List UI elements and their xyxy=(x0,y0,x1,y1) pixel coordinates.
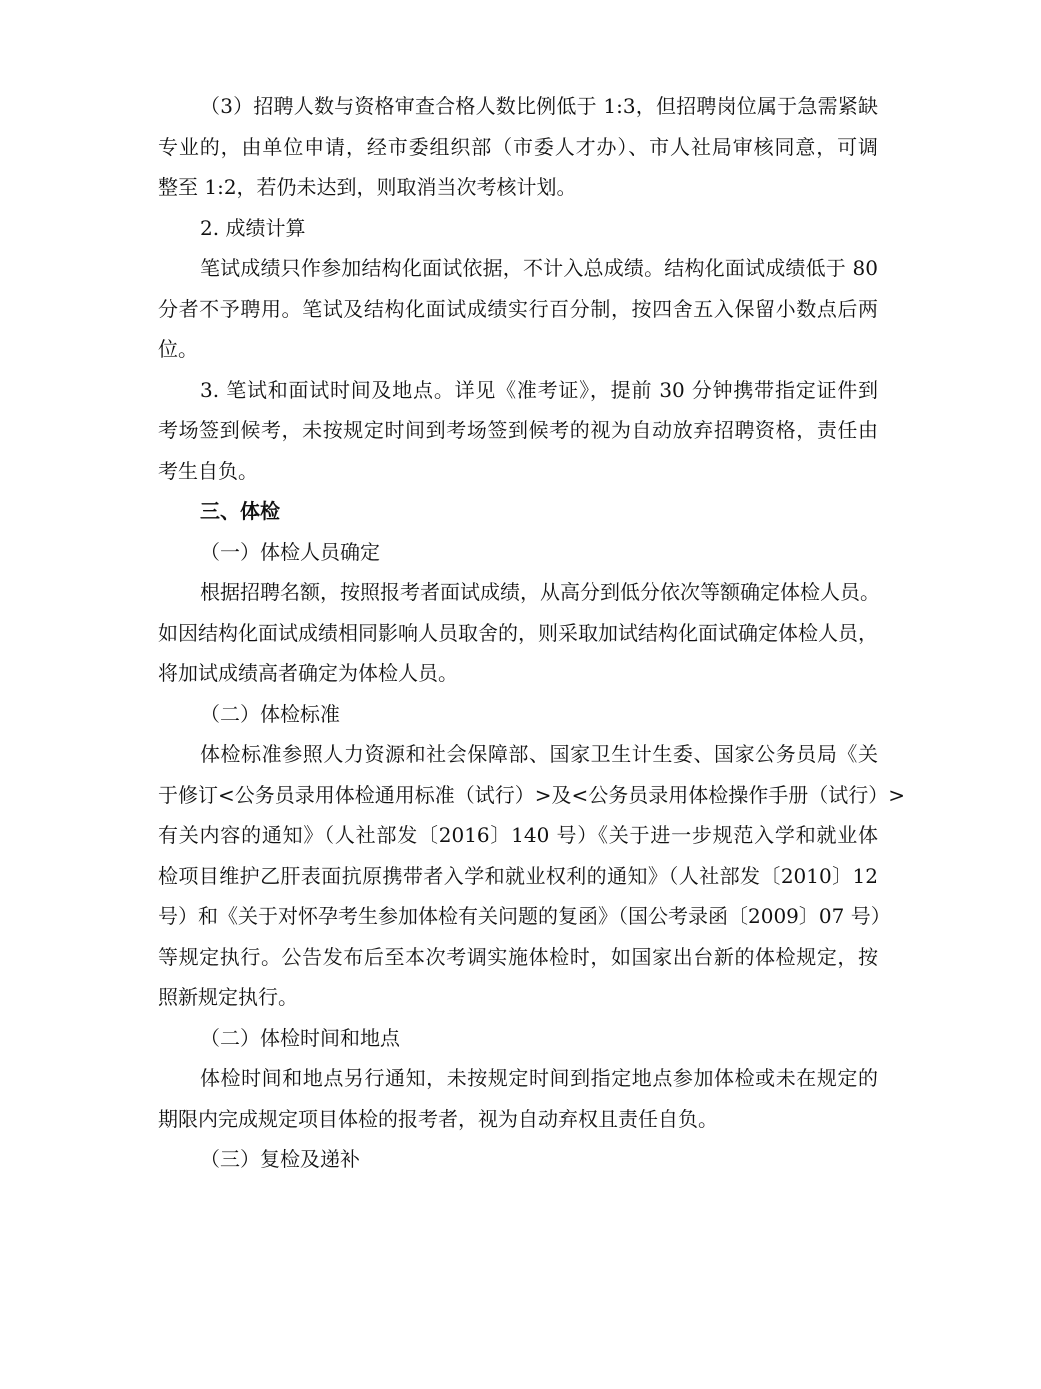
text-line: 整至 1:2，若仍未达到，则取消当次考核计划。 xyxy=(158,175,577,199)
text-line: 考生自负。 xyxy=(158,458,258,483)
paragraph xyxy=(158,1058,878,1139)
paragraph xyxy=(158,86,878,208)
text-line: （二）体检时间和地点 xyxy=(200,1025,400,1050)
paragraph xyxy=(158,1139,878,1180)
text-line: 号）和《关于对怀孕考生参加体检有关问题的复函》（国公考录函〔2009〕07 号） xyxy=(158,904,891,928)
paragraph xyxy=(158,572,878,694)
text-line: 笔试成绩只作参加结构化面试依据，不计入总成绩。结构化面试成绩低于 80 xyxy=(200,256,878,280)
text-line: 体检标准参照人力资源和社会保障部、国家卫生计生委、国家公务员局《关 xyxy=(200,742,878,766)
text-line: （3）招聘人数与资格审查合格人数比例低于 1:3，但招聘岗位属于急需紧缺 xyxy=(200,94,878,118)
text-line: 考场签到候考，未按规定时间到考场签到候考的视为自动放弃招聘资格，责任由 xyxy=(158,418,878,442)
paragraph xyxy=(158,208,878,249)
text-line: 如因结构化面试成绩相同影响人员取舍的，则采取加试结构化面试确定体检人员， xyxy=(158,620,878,645)
text-line: 体检时间和地点另行通知，未按规定时间到指定地点参加体检或未在规定的 xyxy=(200,1066,878,1090)
section-heading xyxy=(158,491,878,532)
text-line: 专业的，由单位申请，经市委组织部（市委人才办）、市人社局审核同意，可调 xyxy=(158,134,878,159)
text-line: 检项目维护乙肝表面抗原携带者入学和就业权利的通知》（人社部发〔2010〕12 xyxy=(158,863,878,888)
paragraph xyxy=(158,694,878,735)
text-line: 等规定执行。公告发布后至本次考调实施体检时，如国家出台新的体检规定，按 xyxy=(158,944,878,969)
text-line: 于修订<公务员录用体检通用标准（试行）>及<公务员录用体检操作手册（试行）> xyxy=(158,782,906,807)
paragraph xyxy=(158,1018,878,1059)
text-line: 3. 笔试和面试时间及地点。详见《准考证》，提前 30 分钟携带指定证件到 xyxy=(200,377,878,402)
text-line: 分者不予聘用。笔试及结构化面试成绩实行百分制，按四舍五入保留小数点后两 xyxy=(158,296,878,321)
text-line: 根据招聘名额，按照报考者面试成绩，从高分到低分依次等额确定体检人员。 xyxy=(200,580,880,604)
paragraph xyxy=(158,734,906,1018)
paragraph xyxy=(158,532,878,573)
text-line: 有关内容的通知》（人社部发〔2016〕140 号）《关于进一步规范入学和就业体 xyxy=(158,823,878,847)
text-line: 位。 xyxy=(158,337,198,361)
paragraph xyxy=(158,370,878,492)
text-line: （二）体检标准 xyxy=(200,701,340,726)
text-line: （三）复检及递补 xyxy=(200,1147,360,1171)
text-line: （一）体检人员确定 xyxy=(200,539,380,564)
text-line: 期限内完成规定项目体检的报考者，视为自动弃权且责任自负。 xyxy=(158,1106,718,1131)
text-line: 三、体检 xyxy=(200,499,280,523)
text-line: 2. 成绩计算 xyxy=(200,215,306,240)
text-line: 照新规定执行。 xyxy=(158,985,298,1009)
text-line: 将加试成绩高者确定为体检人员。 xyxy=(158,661,458,685)
paragraph xyxy=(158,248,878,370)
document-page xyxy=(158,86,906,1180)
